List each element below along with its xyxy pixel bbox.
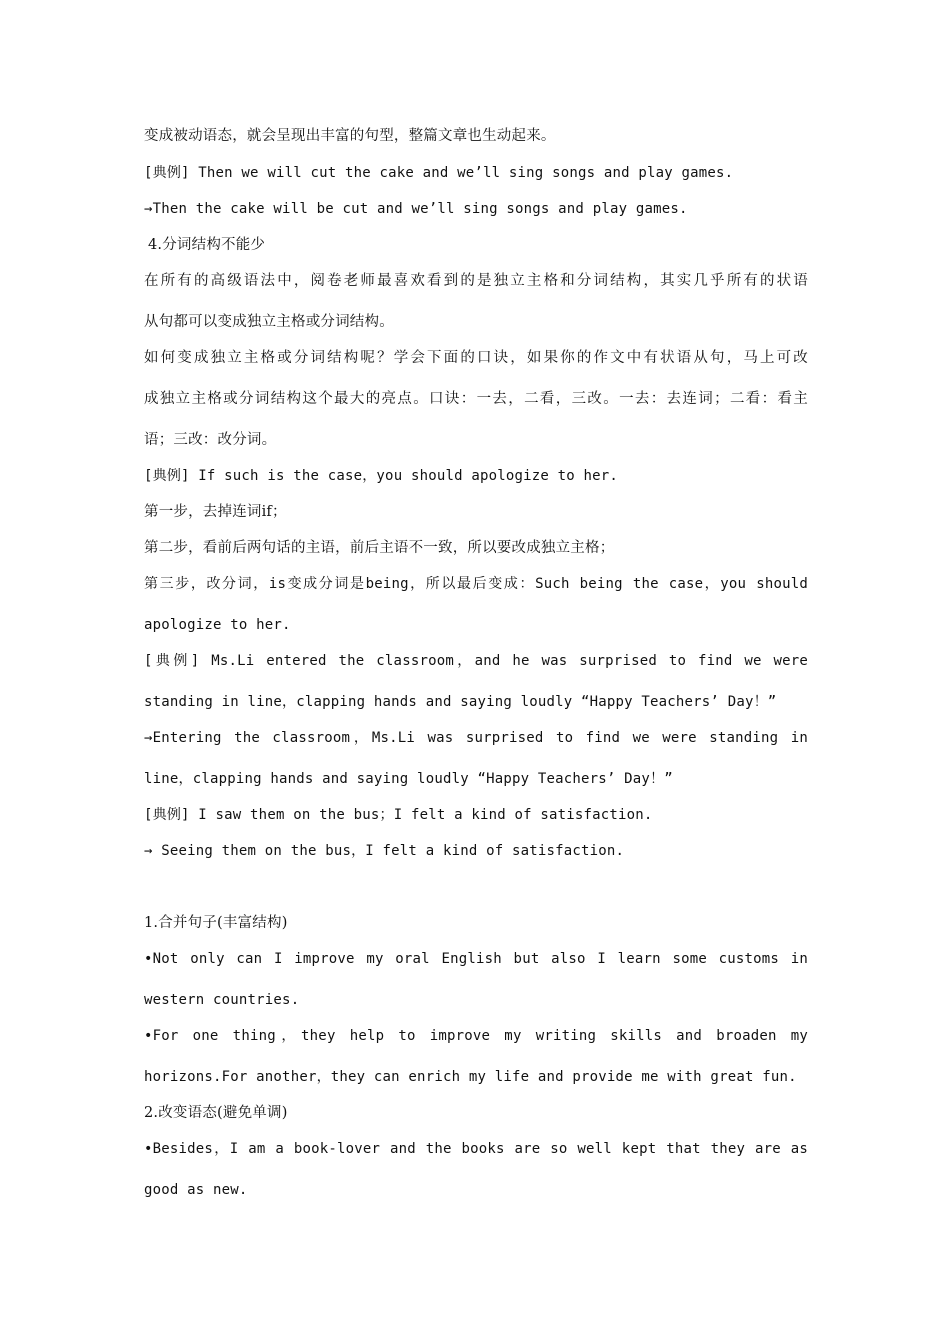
text-line: 语；三改：改分词。 — [144, 432, 277, 448]
section-heading: 4.分词结构不能少 — [148, 237, 266, 253]
example-line: [典例] Then we will cut the cake and we’ll sing songs and play games. — [144, 165, 734, 181]
text-line: 从句都可以变成独立主格或分词结构。 — [144, 314, 394, 330]
example-line: [典例] If such is the case，you should apologize to her. — [144, 468, 619, 484]
step-line: 第二步，看前后两句话的主语，前后主语不一致，所以要改成独立主格； — [144, 540, 615, 556]
example-line: [典例] Ms.Li entered the classroom，and he was surprised to find we were — [144, 653, 808, 669]
example-result-line: line，clapping hands and saying loudly “Happy Teachers’ Day！” — [144, 771, 673, 787]
section-heading: 2.改变语态(避免单调) — [144, 1105, 288, 1121]
text-line: apologize to her. — [144, 617, 291, 633]
section-heading: 1.合并句子(丰富结构) — [144, 915, 288, 931]
text-line: 在所有的高级语法中，阅卷老师最喜欢看到的是独立主格和分词结构，其实几乎所有的状语 — [144, 273, 808, 289]
bullet-line: •Not only can I improve my oral English but also I learn some customs in — [144, 951, 808, 967]
bullet-line: horizons.For another，they can enrich my life and provide me with great fun. — [144, 1069, 797, 1085]
text-line: 变成被动语态，就会呈现出丰富的句型，整篇文章也生动起来。 — [144, 128, 556, 144]
bullet-line: •For one thing，they help to improve my writing skills and broaden my — [144, 1028, 808, 1044]
bullet-line: western countries. — [144, 992, 300, 1008]
example-result-line: → Seeing them on the bus，I felt a kind of satisfaction. — [144, 843, 625, 859]
example-result-line: →Entering the classroom，Ms.Li was surprised to find we were standing in — [144, 730, 808, 746]
step-line: 第一步，去掉连词if； — [144, 504, 287, 520]
example-result-line: →Then the cake will be cut and we’ll sing songs and play games. — [144, 201, 688, 217]
bullet-line: good as new. — [144, 1182, 248, 1198]
bullet-line: •Besides，I am a book-lover and the books are so well kept that they are as — [144, 1141, 808, 1157]
example-line: standing in line，clapping hands and saying loudly “Happy Teachers’ Day！” — [144, 694, 777, 710]
text-line: 如何变成独立主格或分词结构呢？学会下面的口诀，如果你的作文中有状语从句，马上可改 — [144, 350, 808, 366]
step-line: 第三步，改分词，is变成分词是being，所以最后变成：Such being the case，you should — [144, 576, 808, 592]
example-line: [典例] I saw them on the bus；I felt a kind of satisfaction. — [144, 807, 653, 823]
text-line: 成独立主格或分词结构这个最大的亮点。口诀：一去，二看，三改。一去：去连词；二看：看主 — [144, 391, 808, 407]
